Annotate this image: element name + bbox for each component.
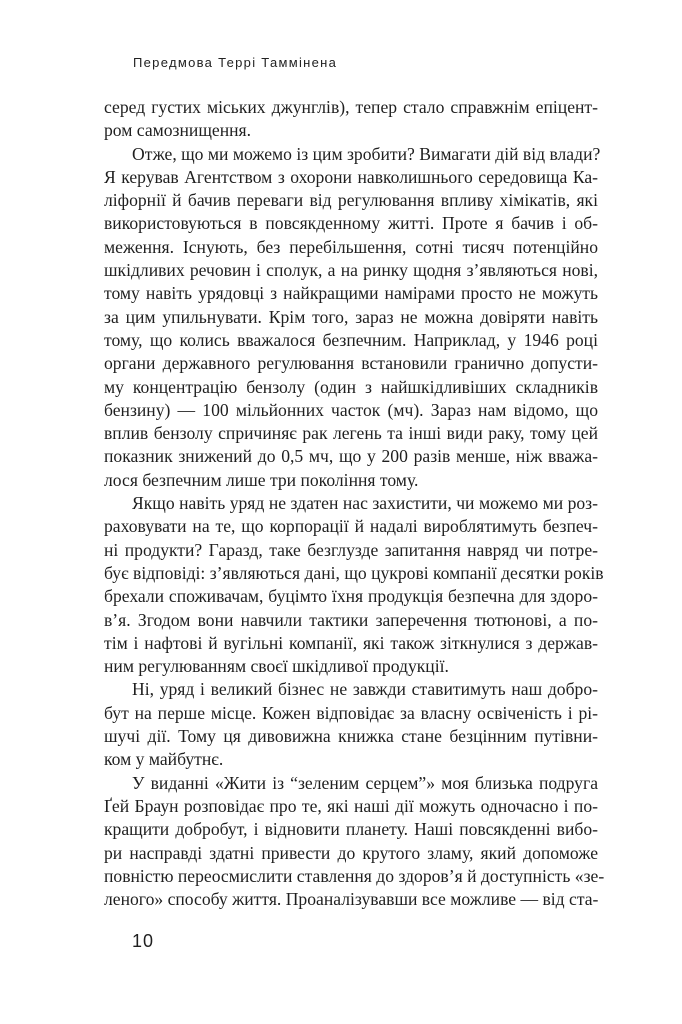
text-line: за цим упильнувати. Крім того, зараз не можна довіряти навіть	[104, 306, 598, 327]
text-line: показник знижений до 0,5 мч, що у 200 разів менше, ніж вважа-	[104, 446, 598, 467]
page-number: 10	[132, 931, 155, 951]
text-line: тому навіть урядовці з найкращими намірами просто не можуть	[104, 283, 598, 304]
text-line: кращити добробут, і відновити планету. Наші повсякденні вибо-	[104, 819, 598, 840]
text-line: У виданні «Жити із “зеленим серцем”» моя близька подруга	[132, 772, 598, 793]
text-line: Ґей Браун розповідає про те, які наші дії можуть одночасно і по-	[104, 795, 598, 816]
text-line: брехали споживачам, буцімто їхня продукція безпечна для здоро-	[104, 586, 598, 607]
text-line: ним регулюванням своєї шкідливої продукції.	[104, 656, 449, 677]
text-line: леного» способу життя. Проаналізувавши все можливе — від ста-	[104, 889, 599, 910]
text-line: бут на перше місце. Кожен відповідає за власну освіченість і рі-	[104, 702, 598, 723]
text-line: Якщо навіть уряд не здатен нас захистити, чи можемо ми роз-	[132, 493, 598, 514]
text-line: шучі дії. Тому ця дивовижна книжка стане безцінним путівни-	[104, 726, 598, 747]
text-line: тім і нафтові й вугільні компанії, які також зіткнулися з держав-	[104, 632, 598, 653]
text-line: вплив бензолу спричиняє рак легень та інші види раку, тому цей	[104, 423, 598, 444]
text-line: бує відповіді: з’являються дані, що цукрові компанії десятки років	[104, 562, 604, 583]
text-line: шкідливих речовин і сполук, а на ринку щодня з’являються нові,	[104, 260, 598, 281]
body-text	[104, 96, 605, 911]
text-line: ри насправді здатні привести до крутого зламу, який допоможе	[104, 842, 598, 863]
text-line: лося безпечним лише три покоління тому.	[104, 469, 419, 490]
text-line: ні продукти? Гаразд, таке безглузде запитання навряд чи потре-	[104, 539, 598, 560]
text-line: Отже, що ми можемо із цим зробити? Вимагати дій від влади?	[132, 143, 601, 164]
text-line: Ні, уряд і великий бізнес не завжди ставитимуть наш добро-	[132, 679, 598, 700]
text-line: му концентрацію бензолу (один з найшкідливіших складників	[104, 376, 598, 397]
text-line: бензину) — 100 мільйонних часток (мч). Зараз нам відомо, що	[104, 399, 598, 420]
text-line: повністю переосмислити ставлення до здоров’я й доступність «зе-	[104, 865, 605, 886]
text-line: Я керував Агентством з охорони навколишнього середовища Ка-	[104, 166, 598, 187]
text-line: в’я. Згодом вони навчили тактики заперечення тютюнові, а по-	[104, 609, 598, 630]
text-line: органи державного регулювання встановили гранично допусти-	[104, 353, 598, 374]
text-line: ром самознищення.	[104, 120, 252, 141]
text-line: ліфорнії й бачив переваги від регулювання впливу хімікатів, які	[104, 190, 598, 211]
text-line: ком у майбутнє.	[104, 749, 224, 770]
text-line: меження. Існують, без перебільшення, сотні тисяч потенційно	[104, 236, 598, 257]
running-head: Передмова Террі Таммінена	[133, 55, 338, 70]
text-line: серед густих міських джунглів), тепер стало справжнім епіцент-	[104, 97, 598, 117]
text-line: раховувати на те, що корпорації й надалі вироблятимуть безпеч-	[104, 516, 598, 537]
text-line: тому, що колись вважалося безпечним. Наприклад, у 1946 році	[104, 329, 598, 350]
text-line: використовуються в повсякденному житті. Проте я бачив і об-	[104, 213, 598, 234]
